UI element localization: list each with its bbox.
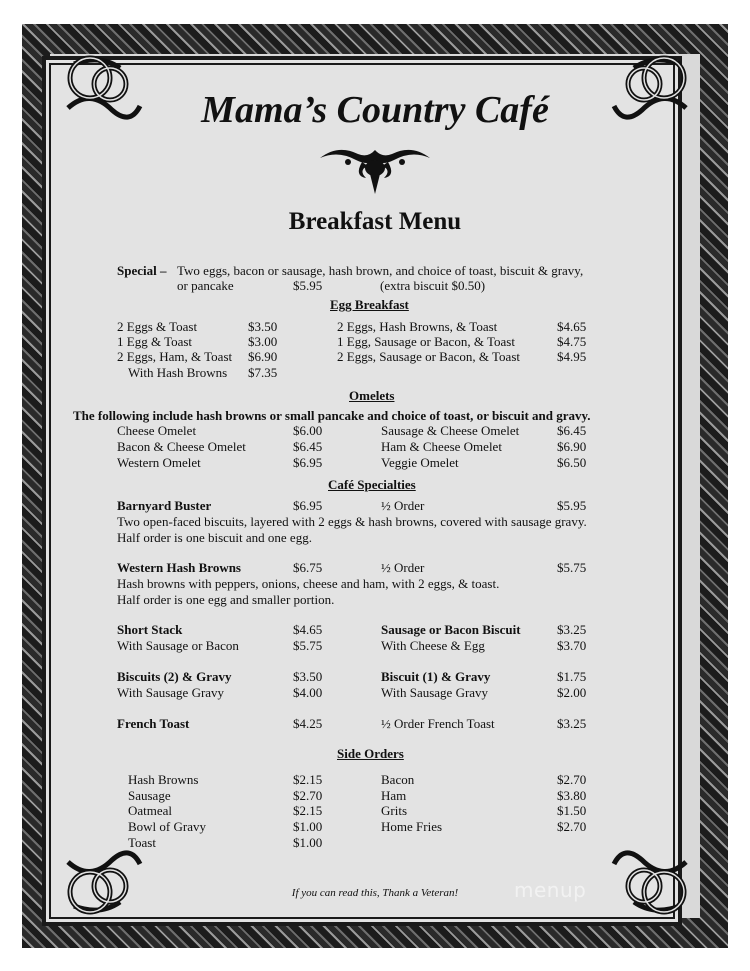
- menu-item: Sausage: [128, 788, 171, 803]
- menu-item: Biscuits (2) & Gravy: [117, 669, 232, 684]
- menu-price: $5.75: [293, 638, 323, 653]
- menu-item: ½ Order French Toast: [381, 716, 495, 731]
- item-description: Hash browns with peppers, onions, cheese and ham, with 2 eggs, & toast.: [117, 576, 500, 591]
- menu-price: $6.95: [293, 498, 323, 513]
- menu-item: Sausage or Bacon Biscuit: [381, 622, 521, 637]
- menu-price: $1.00: [293, 819, 323, 834]
- celtic-knot-icon: [608, 836, 694, 922]
- menu-item: 2 Eggs, Ham, & Toast: [117, 349, 233, 364]
- menu-item: Sausage & Cheese Omelet: [381, 423, 520, 438]
- menu-price: $5.75: [557, 560, 587, 575]
- menu-item: French Toast: [117, 716, 190, 731]
- menu-item: ½ Order: [381, 560, 425, 575]
- menu-price: $4.00: [293, 685, 323, 700]
- menu-item: Western Hash Browns: [117, 560, 241, 575]
- menu-item: 2 Eggs & Toast: [117, 319, 198, 334]
- menu-price: $4.75: [557, 334, 587, 349]
- menu-price: $6.00: [293, 423, 323, 438]
- footer-note: If you can read this, Thank a Veteran!: [291, 887, 459, 899]
- menu-item: Bowl of Gravy: [128, 819, 206, 834]
- menu-item: 2 Eggs, Sausage or Bacon, & Toast: [337, 349, 520, 364]
- menu-price: $2.00: [557, 685, 587, 700]
- menu-item: With Sausage Gravy: [381, 685, 489, 700]
- menu-price: $2.70: [557, 772, 587, 787]
- menu-item: Bacon: [381, 772, 415, 787]
- cafe-title: Mama’s Country Café: [201, 89, 549, 131]
- special-description-cont: or pancake: [177, 278, 234, 293]
- item-description: Half order is one egg and smaller portion.: [117, 592, 335, 607]
- menu-price: $5.95: [557, 498, 587, 513]
- menu-price: $2.70: [293, 788, 323, 803]
- menu-price: $2.15: [293, 803, 323, 818]
- menu-price: $4.25: [293, 716, 323, 731]
- menu-price: $2.15: [293, 772, 323, 787]
- menu-price: $3.70: [557, 638, 587, 653]
- menu-item: Barnyard Buster: [117, 498, 212, 513]
- menu-item: Home Fries: [381, 819, 443, 834]
- special-price: $5.95: [293, 278, 323, 293]
- menu-price: $3.25: [557, 622, 587, 637]
- menu-price: $4.65: [557, 319, 587, 334]
- section-title-omelets: Omelets: [349, 388, 395, 403]
- menu-item: Western Omelet: [117, 455, 201, 470]
- menu-item: Grits: [381, 803, 407, 818]
- menu-item: Biscuit (1) & Gravy: [381, 669, 491, 684]
- menu-item: Ham & Cheese Omelet: [381, 439, 502, 454]
- menu-price: $4.65: [293, 622, 323, 637]
- menu-heading: Breakfast Menu: [288, 208, 462, 235]
- watermark: menup: [514, 878, 587, 902]
- menu-price: $4.95: [557, 349, 587, 364]
- section-title-side-orders: Side Orders: [337, 746, 404, 761]
- menu-price: $3.50: [248, 319, 278, 334]
- menu-item: Ham: [381, 788, 407, 803]
- menu-item: Hash Browns: [128, 772, 199, 787]
- menu-item: Cheese Omelet: [117, 423, 197, 438]
- menu-item: 1 Egg, Sausage or Bacon, & Toast: [337, 334, 515, 349]
- menu-price: $3.80: [557, 788, 587, 803]
- omelets-note: The following include hash browns or small pancake and choice of toast, or biscuit and gravy.: [73, 408, 591, 423]
- special-extra: (extra biscuit $0.50): [380, 278, 486, 293]
- menu-price: $6.50: [557, 455, 587, 470]
- item-description: Two open-faced biscuits, layered with 2 eggs & hash browns, covered with sausage gravy.: [117, 514, 587, 529]
- menu-price: $1.50: [557, 803, 587, 818]
- section-title-cafe-specialties: Café Specialties: [328, 477, 416, 492]
- menu-price: $1.00: [293, 835, 323, 850]
- menu-item: Oatmeal: [128, 803, 173, 818]
- special-description: Two eggs, bacon or sausage, hash brown, and choice of toast, biscuit & gravy,: [177, 263, 584, 278]
- menu-price: $1.75: [557, 669, 587, 684]
- menu-item: Veggie Omelet: [381, 455, 459, 470]
- menu-price: $6.90: [248, 349, 278, 364]
- flourish-ornament-icon: [318, 140, 432, 196]
- menu-price: $6.95: [293, 455, 323, 470]
- menu-item: 2 Eggs, Hash Browns, & Toast: [337, 319, 498, 334]
- menu-price: $6.45: [293, 439, 323, 454]
- menu-item: With Hash Browns: [128, 365, 228, 380]
- menu-price: $6.45: [557, 423, 587, 438]
- menu-price: $3.00: [248, 334, 278, 349]
- menu-item: With Cheese & Egg: [381, 638, 485, 653]
- menu-price: $3.25: [557, 716, 587, 731]
- menu-item: Bacon & Cheese Omelet: [117, 439, 246, 454]
- menu-price: $6.90: [557, 439, 587, 454]
- menu-item: Toast: [128, 835, 156, 850]
- menu-price: $2.70: [557, 819, 587, 834]
- menu-item: With Sausage or Bacon: [117, 638, 239, 653]
- menu-price: $7.35: [248, 365, 278, 380]
- special-label: Special –: [117, 263, 167, 278]
- menu-price: $3.50: [293, 669, 323, 684]
- menu-item: Short Stack: [117, 622, 183, 637]
- section-title-egg-breakfast: Egg Breakfast: [330, 297, 409, 312]
- menu-item: With Sausage Gravy: [117, 685, 225, 700]
- item-description: Half order is one biscuit and one egg.: [117, 530, 312, 545]
- menu-price: $6.75: [293, 560, 323, 575]
- menu-item: ½ Order: [381, 498, 425, 513]
- menu-item: 1 Egg & Toast: [117, 334, 193, 349]
